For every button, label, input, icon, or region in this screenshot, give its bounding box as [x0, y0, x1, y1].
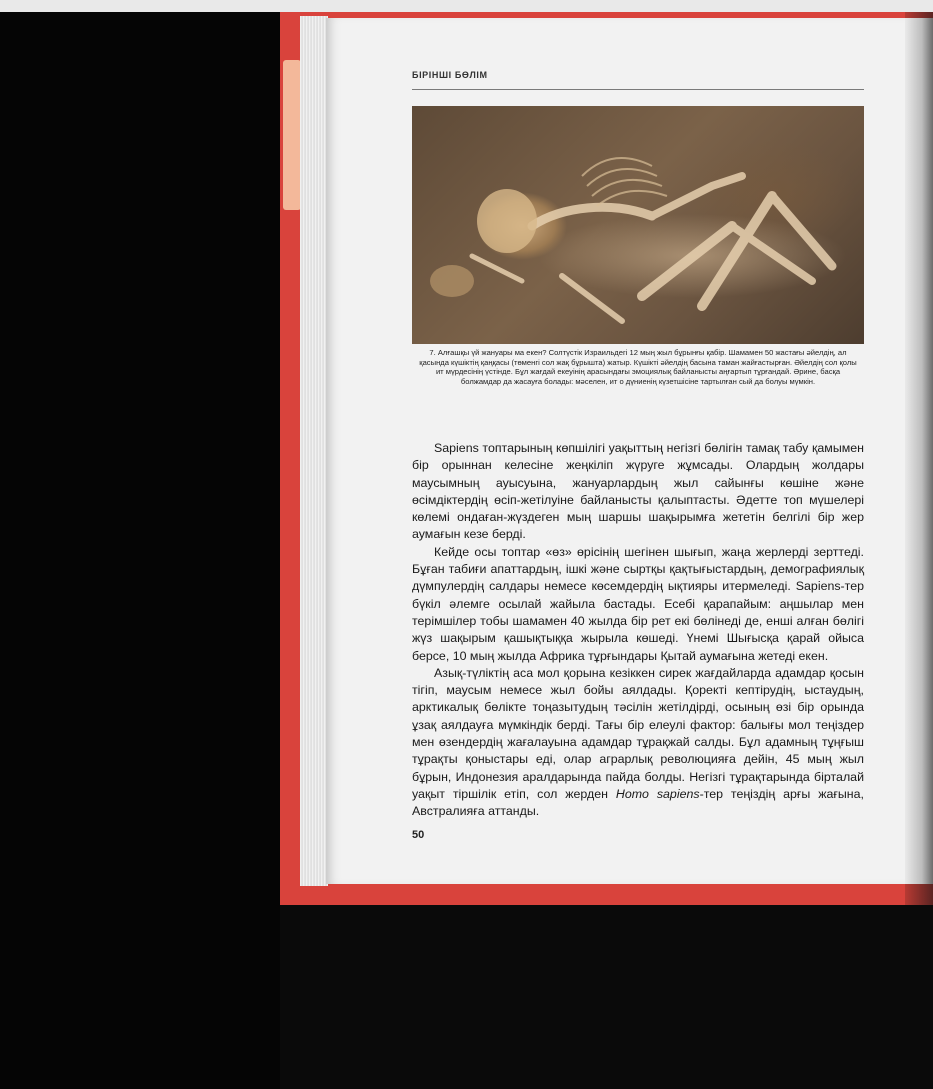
paragraph-3-species: Homo sapiens: [615, 786, 700, 801]
figure-caption: 7. Алғашқы үй жануары ма екен? Солтүстік Израильдегі 12 мың жыл бұрынғы қабір. Шамамен 50 жастағы әйелдің, ал қасында күшіктің қаңқасы (төменгі сол жақ бұрышта) жатыр. Күшікті әйелдің басына таман жайғастырған. Әйелдің сол қолы ит мүрдесінің үстінде. Бұл жағдай екеуінің арасындағы эмоциялық байланысты аңғартып тұрғандай. Әрине, басқа болжамдар да жасауға болады: мәселен, ит о дүниенің күзетшісіне тартылған сый да болуы мүмкін.: [419, 348, 857, 386]
paragraph-3-end: -тер теңіздің арғы жағына, Австралияға аттанды.: [412, 786, 864, 819]
book-cover-highlight: [283, 60, 301, 210]
paragraph-3-text: Азық-түліктің аса мол қорына кезіккен сирек жағдайларда адамдар қосын тігіп, маусым немесе жыл бойы аялдады. Қоректі кептірудің, ыстаудың, арктикалық бөлікте тоңазытудың тәсілін жетілдірді, осының өзі бір орында ұзақ аялдауға мүмкіндік берді. Тағы бір елеулі фактор: балығы мол теңіздер мен өзендердің жағалауына адамдар тұрақжай салды. Бұл адамның тұңғыш тұрақты қоныстары еді, олар аграрлық революцияға дейін, 45 мың жыл бұрын, Индонезия аралдарында пайда болды. Негізгі тұрақтарында бірталай уақыт тіршілік етіп, сол жерден: [412, 665, 864, 801]
scan-top-margin: [0, 0, 933, 12]
paragraph-3: [412, 665, 864, 821]
scan-background-left: [0, 12, 280, 1089]
section-title: БІРІНШІ БӨЛІМ: [412, 70, 488, 80]
skeleton-illustration: [412, 106, 864, 344]
body-text: [412, 440, 864, 821]
book-page-curve: [905, 18, 933, 884]
burial-photo: [412, 106, 864, 344]
header-rule: [412, 89, 864, 90]
page-number: 50: [412, 829, 425, 841]
paragraph-2: Кейде осы топтар «өз» өрісінің шегінен шығып, жаңа жерлерді зерттеді. Бұған табиғи апаттардың, ішкі және сыртқы қақтығыстардың, демографиялық дүмпулердің салдары немесе көсемдердің ықтияры итермеледі. Sapiens-тер бүкіл әлемге осылай жайыла бастады. Есебі қарапайым: аңшылар мен терімшілер тобы шамамен 40 жылда бір рет екі бөлінеді де, енші алған бөлігі жүз шақырым қашықтыққа жырыла көшеді. Үнемі Шығысқа қарай ойыса берсе, 10 мың жылда Африка тұрғындары Қытай аумағына жетеді екен.: [412, 544, 864, 663]
paragraph-1: Sapiens топтарының көпшілігі уақыттың негізгі бөлігін тамақ табу қамымен бір орыннан келесіне жеңкіліп жүруге жұмсады. Олардың жолдары маусымның ауысуына, жануарлардың жыл сайынғы көшіне және өсімдіктердің өсіп-жетілуіне байланысты қалыптасты. Әдетте топ мүшелері көлемі ондаған-жүздеген мың шаршы шақырымға жететін белгілі бір жер аумағын кезе берді.: [412, 441, 864, 542]
scan-background-bottom: [280, 905, 933, 1089]
book-page-edges: [300, 16, 328, 886]
